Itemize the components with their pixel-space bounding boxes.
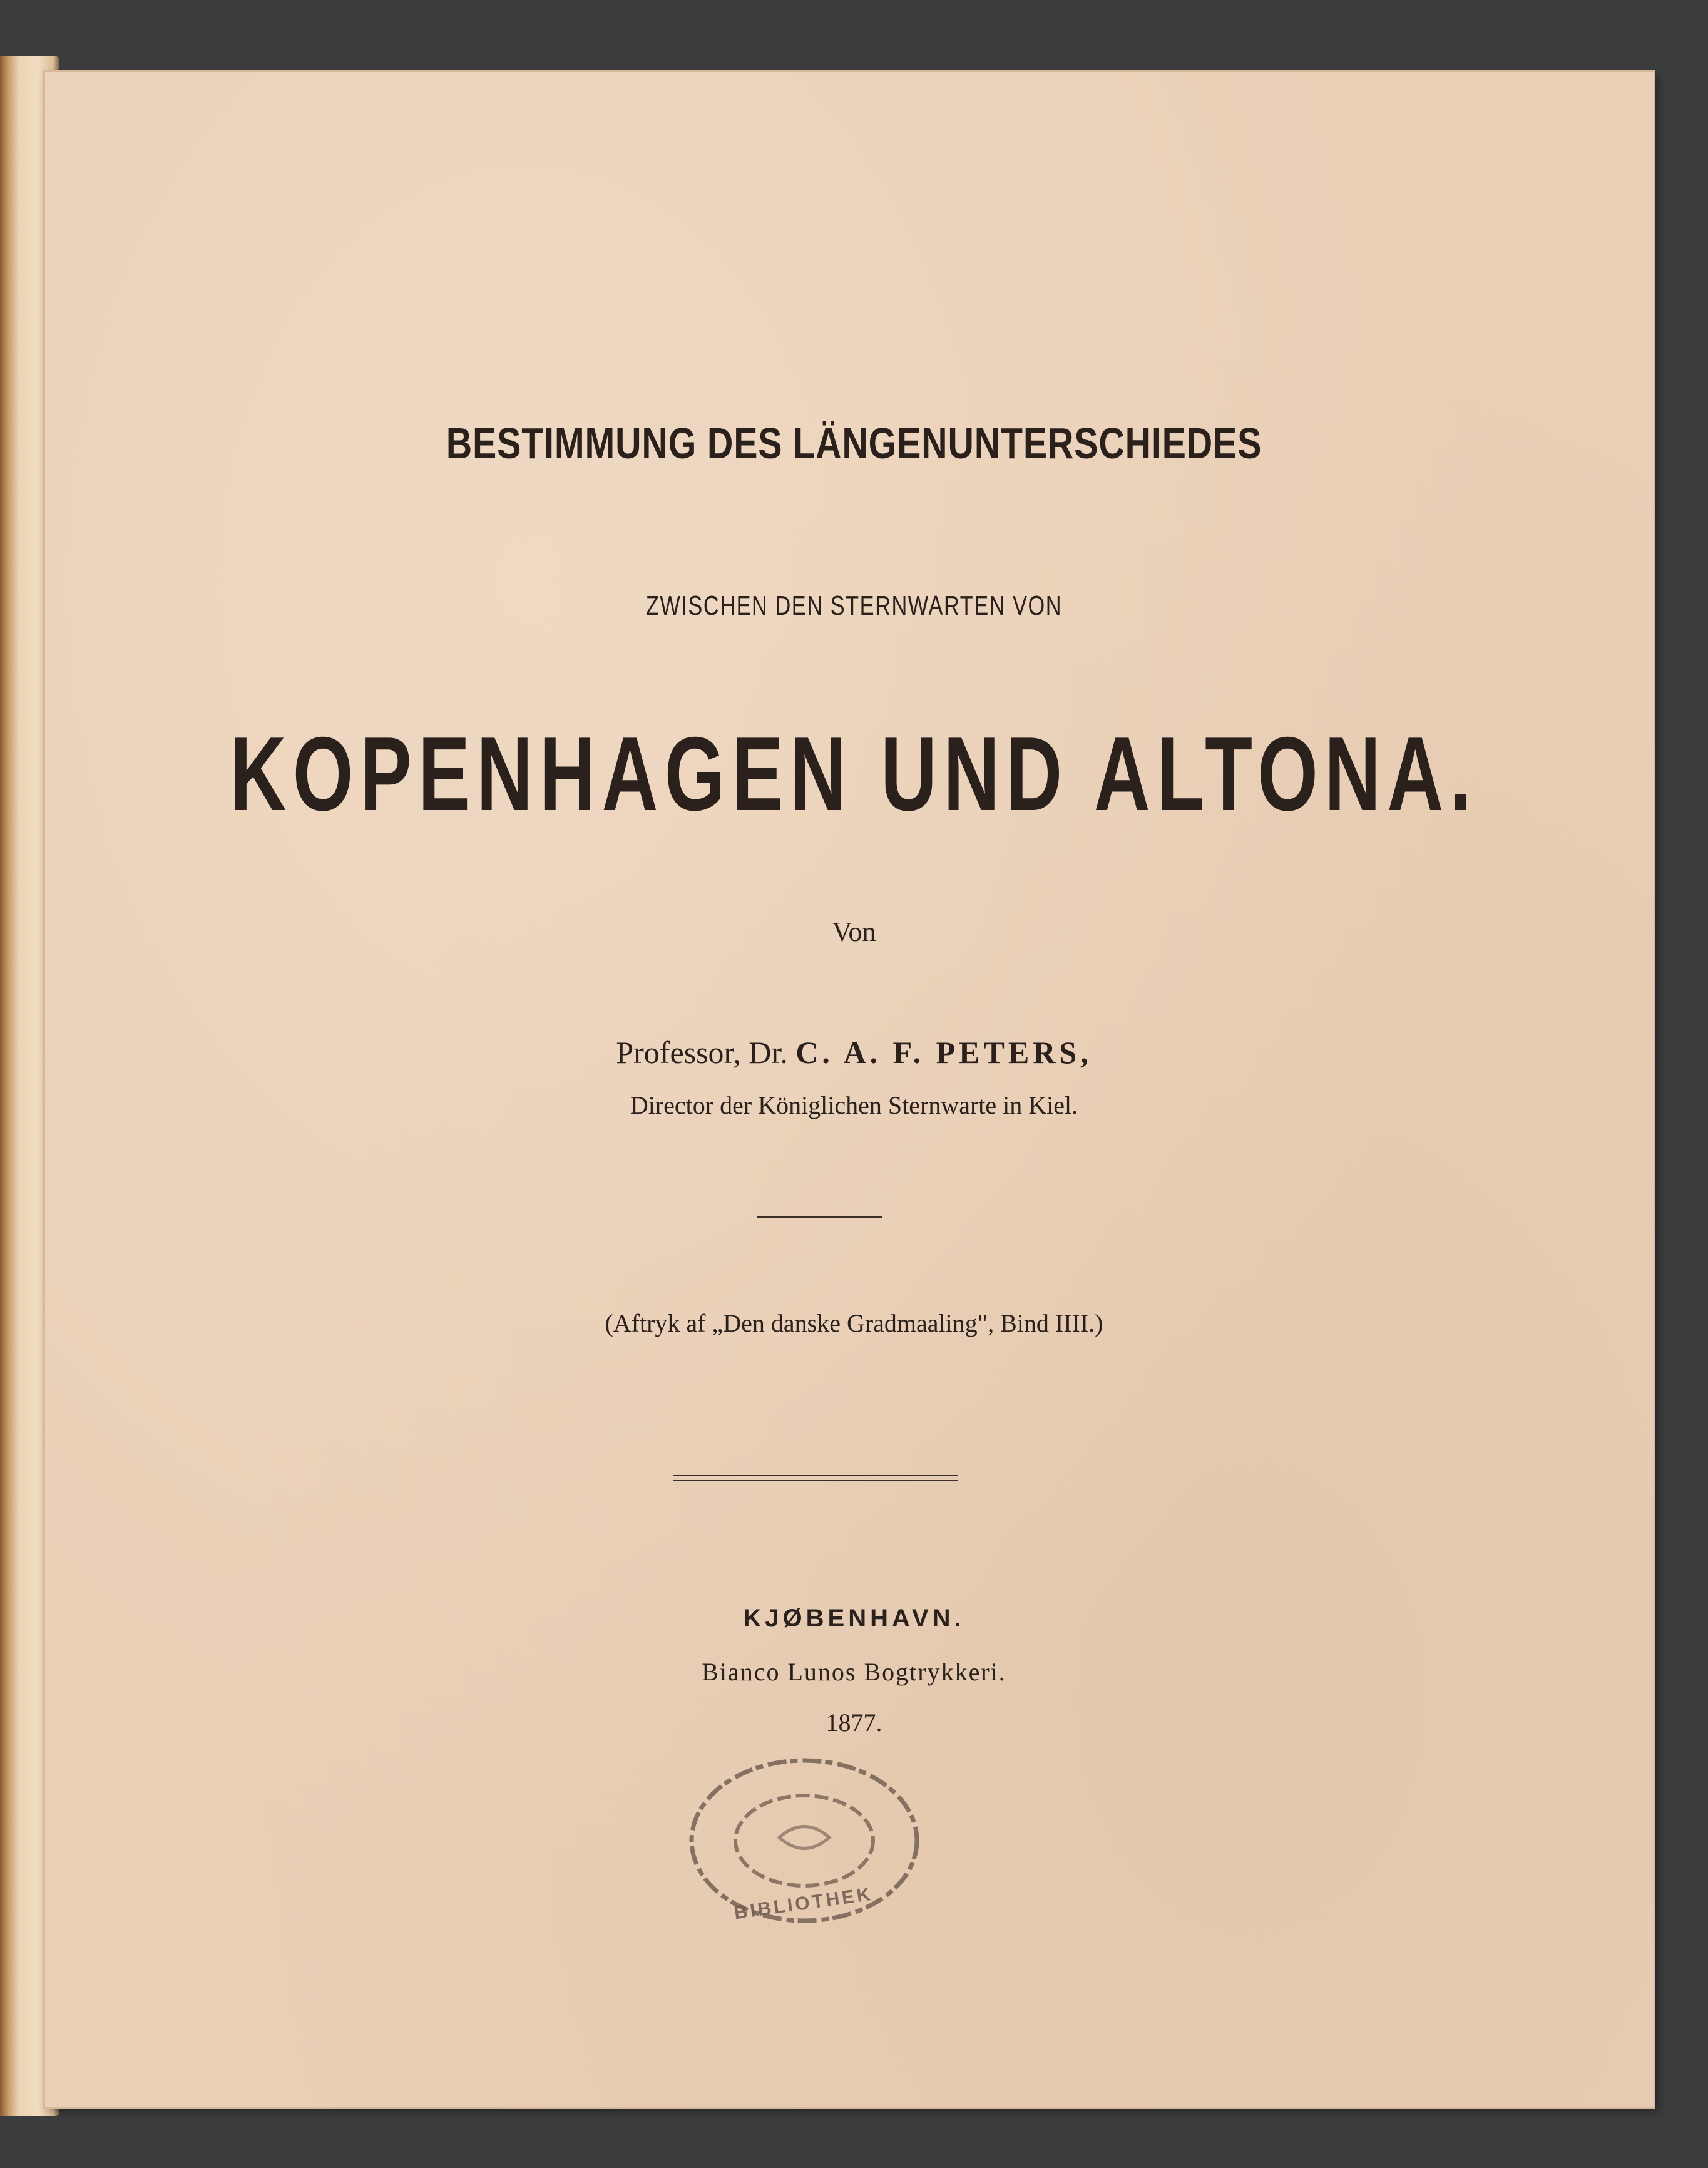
author-line (0, 1034, 1708, 1071)
library-stamp (685, 1753, 923, 1928)
double-rule-bottom (673, 1480, 958, 1481)
double-rule-top (673, 1475, 958, 1476)
by-line: Von (832, 917, 876, 947)
reprint-note: (Aftryk af „Den danske Gradmaaling", Bind IIII.) (605, 1309, 1103, 1337)
imprint-printer: Bianco Lunos Bogtrykkeri. (702, 1658, 1006, 1686)
stamp-text: BIBLIOTHEK (732, 1883, 874, 1924)
title-line-2: ZWISCHEN DEN STERNWARTEN VON (645, 590, 1063, 621)
main-title: KOPENHAGEN UND ALTONA. (230, 715, 1478, 833)
title-line-1: BESTIMMUNG DES LÄNGENUNTERSCHIEDES (446, 419, 1262, 468)
imprint-city: KJØBENHAVN. (743, 1605, 965, 1632)
author-name: C. A. F. PETERS, (795, 1035, 1092, 1070)
separator-rule (757, 1216, 882, 1218)
author-prefix: Professor, Dr. (616, 1035, 788, 1070)
imprint-year: 1877. (826, 1708, 882, 1737)
author-affiliation: Director der Königlichen Sternwarte in Kiel. (630, 1091, 1078, 1119)
